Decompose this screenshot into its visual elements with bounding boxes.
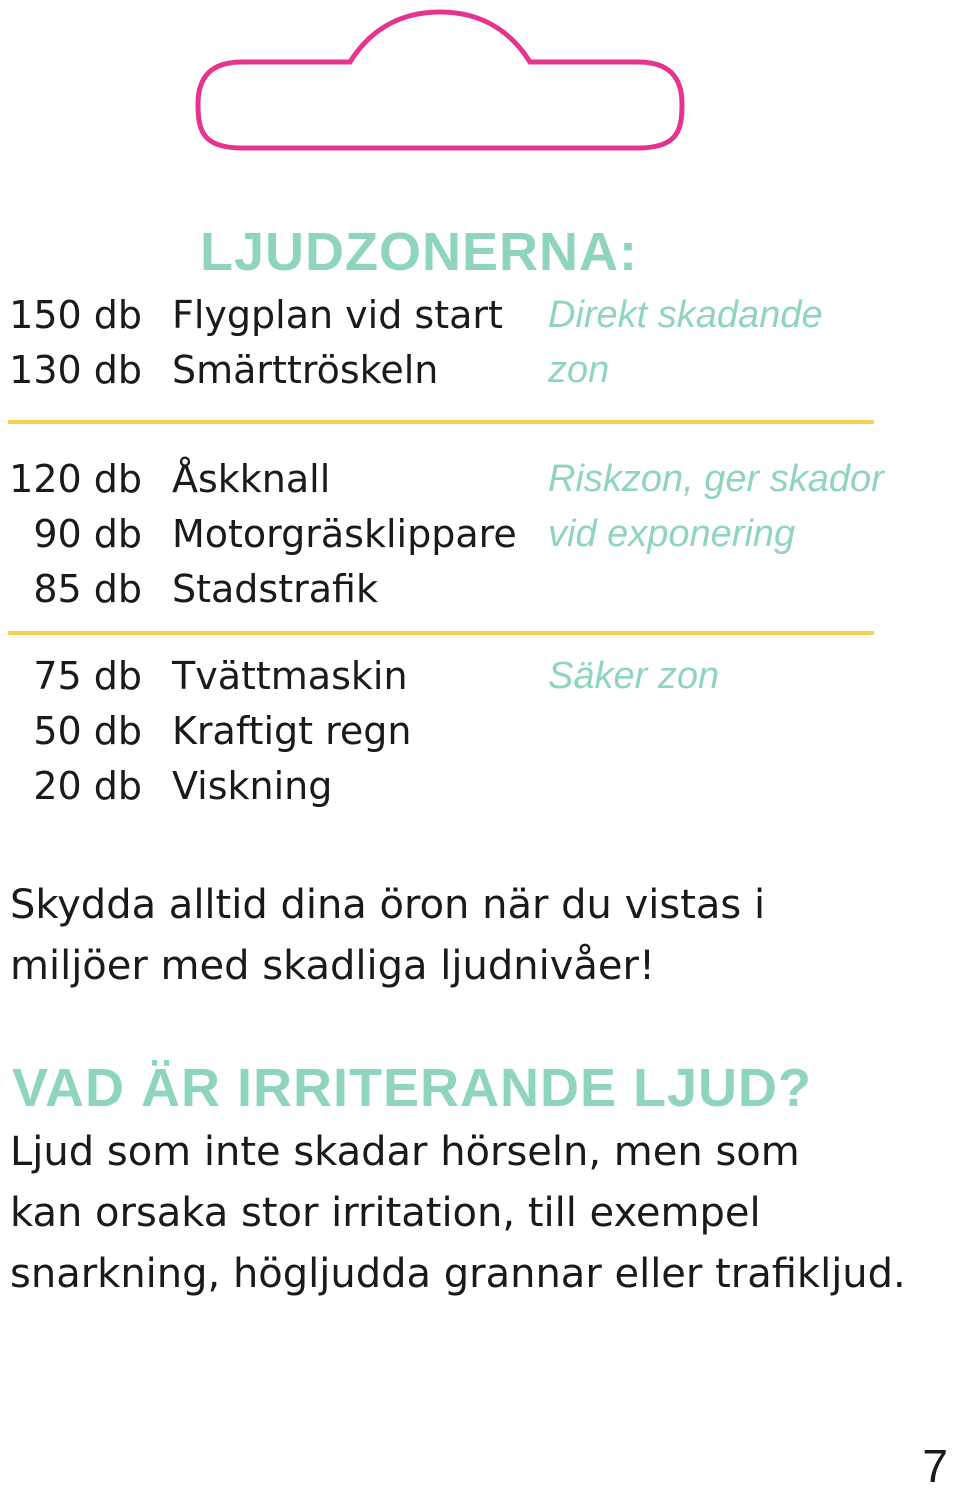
sound-source: Tvättmaskin — [172, 654, 408, 698]
decibel-value: 130 db — [9, 348, 142, 392]
sound-source: Flygplan vid start — [172, 293, 503, 337]
zone-divider — [8, 631, 874, 635]
text-line: Skydda alltid dina öron när du vistas i — [10, 882, 766, 928]
sound-source: Smärttröskeln — [172, 348, 439, 392]
decibel-value: 75 db — [33, 654, 142, 698]
section-subheading: VAD ÄR IRRITERANDE LJUD? — [12, 1058, 813, 1118]
decibel-value: 20 db — [33, 764, 142, 808]
section-heading: LJUDZONERNA: — [200, 222, 638, 282]
text-line: kan orsaka stor irritation, till exempel — [10, 1190, 761, 1236]
text-line: miljöer med skadliga ljudnivåer! — [10, 943, 655, 989]
sound-source: Kraftigt regn — [172, 709, 412, 753]
zone-label: Direkt skadande — [548, 294, 823, 336]
decibel-value: 85 db — [33, 567, 142, 611]
text-line: Ljud som inte skadar hörseln, men som — [10, 1129, 800, 1175]
zone-label: Säker zon — [548, 655, 720, 697]
sound-source: Åskknall — [172, 457, 331, 501]
zone-label: zon — [548, 349, 610, 391]
zone-label: vid exponering — [548, 513, 796, 555]
sound-source: Motorgräsklippare — [172, 512, 517, 556]
sound-source: Viskning — [172, 764, 333, 808]
sound-source: Stadstrafik — [172, 567, 378, 611]
protect-hearing-text — [10, 875, 765, 997]
decibel-value: 50 db — [33, 709, 142, 753]
zone-label: Riskzon, ger skador — [548, 458, 884, 500]
hanger-hole-outline — [190, 0, 690, 160]
decibel-value: 120 db — [9, 457, 142, 501]
zone-divider — [8, 420, 874, 424]
page-number: 7 — [922, 1440, 948, 1492]
text-line: snarkning, högljudda grannar eller trafikljud. — [10, 1251, 906, 1297]
irritating-sound-text — [10, 1122, 906, 1305]
decibel-value: 150 db — [9, 293, 142, 337]
decibel-value: 90 db — [33, 512, 142, 556]
